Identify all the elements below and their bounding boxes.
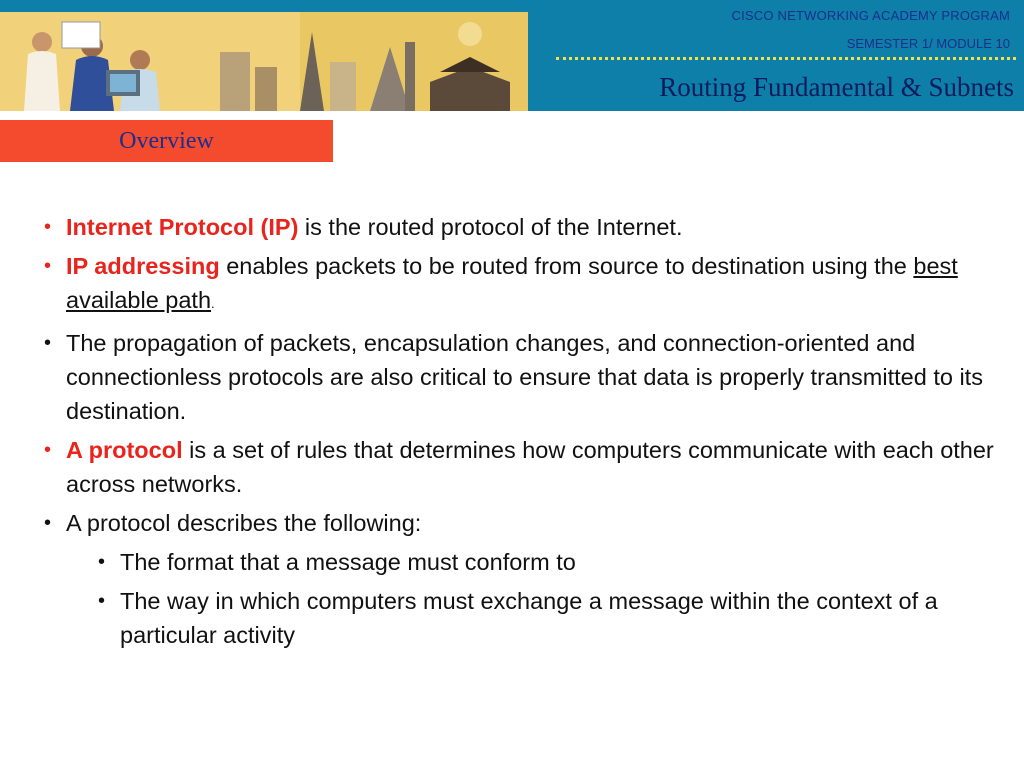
bullet-ip-addressing-text: enables packets to be routed from source to destination using the [219, 253, 914, 279]
header-titles [556, 0, 1024, 111]
sub-bullet-exchange [98, 584, 994, 652]
best-available-path-text: best available path [66, 253, 958, 313]
bullet-propagation [44, 326, 994, 428]
sub-bullet-format-text: The format that a message must conform to [120, 549, 576, 575]
module-title: SEMESTER 1/ MODULE 10 [846, 36, 1010, 51]
bullet-ip-addressing-period: . [211, 296, 215, 311]
bullet-protocol-highlight: A protocol [66, 437, 183, 463]
header-illustration [0, 12, 528, 111]
sub-bullet-exchange-text: The way in which computers must exchange a message within the context of a particular activity [120, 588, 938, 648]
bullet-ip-addressing-highlight: IP addressing [66, 253, 220, 279]
bullet-propagation-text: The propagation of packets, encapsulation changes, and connection-oriented and connectionless protocols are also critical to ensure that data is properly transmitted to its destination. [66, 330, 983, 424]
bullet-ip [44, 210, 994, 244]
people-and-landmarks-illustration [0, 12, 528, 111]
bullet-ip-text: is the routed protocol of the Internet. [298, 214, 683, 240]
slide-title: Routing Fundamental & Subnets [659, 72, 1014, 102]
bullet-ip-addressing [44, 249, 994, 321]
overview-label: Overview [119, 128, 214, 154]
bullet-ip-highlight: Internet Protocol (IP) [66, 214, 299, 240]
header-band [0, 0, 1024, 111]
dotted-divider [556, 57, 1016, 60]
slide-content [44, 210, 994, 657]
overview-tab [0, 120, 333, 162]
program-title: CISCO NETWORKING ACADEMY PROGRAM [731, 8, 1010, 23]
bullet-protocol-describes-text: A protocol describes the following: [66, 510, 422, 536]
bullet-protocol-text: is a set of rules that determines how computers communicate with each other across networks. [66, 437, 994, 497]
bullet-protocol-describes [44, 506, 994, 540]
bullet-protocol [44, 433, 994, 501]
sub-bullet-format [98, 545, 994, 579]
